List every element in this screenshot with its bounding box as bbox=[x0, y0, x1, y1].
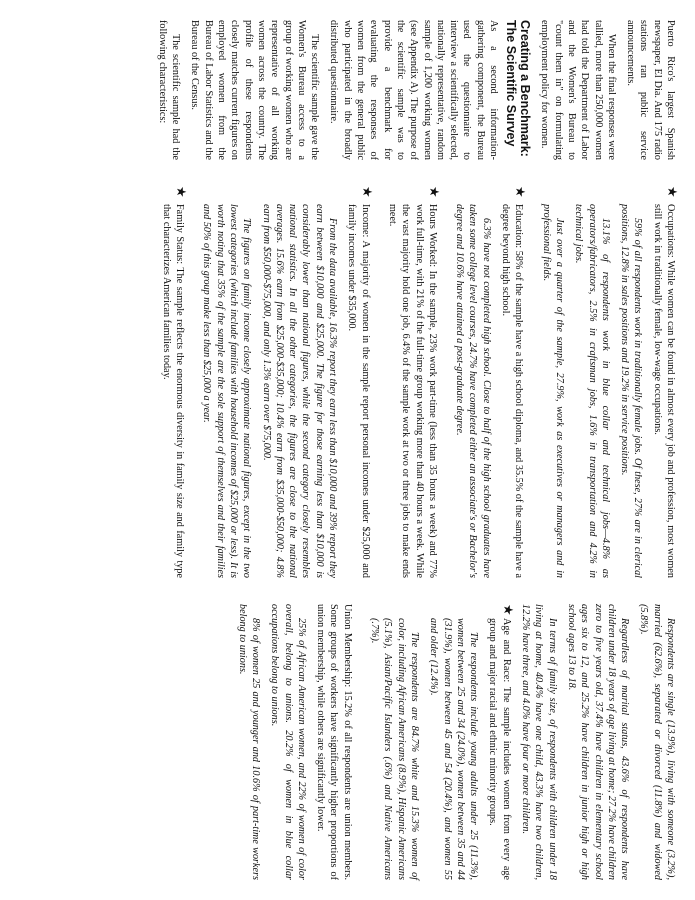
list-item-age-and-race bbox=[368, 604, 513, 880]
detail-paragraph: Respondents are single (13.9%), living with someone (3.2%), married (62.6%), separated or divorced (11.8%) and widowed (5.8%). bbox=[638, 604, 676, 880]
detail-paragraph: Just over a quarter of the sample, 27.9%, work as executives or managers and in professional fields. bbox=[540, 204, 565, 578]
detail-paragraph: 25% of African American women, and 22% of women of color overall, belong to unions. 20.2% of women in blue collar occupations belong to unions. bbox=[269, 604, 307, 880]
star-bullet-icon: ★ bbox=[664, 186, 679, 198]
paragraph: Union Membership: 15.2% of all respondents are union members. Some groups of workers have significantly higher proportions of union membership, while others are significantly lower. bbox=[315, 604, 353, 880]
detail-paragraph: The respondents include young adults under 25 (11.3%), women between 25 and 34 (24.0%), women between 35 and 44 (31.9%), women between 45 and 54 (20.4%), and women 55 and older (12.4%). bbox=[428, 618, 480, 880]
detail-paragraph: Regardless of marital status, 43.6% of respondents have children under 18 years of age living at home; 27.2% have children zero to five years old, 37.4% have children in elementary school ages six to 12, and 25.2% have children in junior high or high school ages 13 to 18. bbox=[565, 604, 631, 880]
detail-paragraph: The figures on family income closely approximate national figures, except in the two lowest categories (which include families with household incomes of $25,000 or less). It is worth noting that 35% of the sample are the sole support of themselves and their families and 50% of this group make less than $25,000 a year. bbox=[201, 204, 253, 578]
paragraph: Puerto Rico's largest Spanish newspaper, El Dia. And 175 radio stations ran public service announcements. bbox=[625, 20, 676, 160]
item-label: Family Status: bbox=[174, 204, 186, 265]
section-heading: Creating a Benchmark: The Scientific Survey bbox=[504, 20, 533, 157]
detail-paragraph: From the data available, 16.3% report they earn less than $10,000 and 39% report they earn between $10,000 and $25,000. The figure for those earning less than $10,000 is considerably lower than national figures, while the second category closely resembles national statistics. In all the other categories, the figures are close to the national averages. 15.6% earn from $25,000-$35,000; 10.4% earn from $35,000-$50,000; 4.8% earn from $50,000-$75,000, and only 1.3% earn over $75,000. bbox=[260, 204, 339, 578]
item-label: Occupations: bbox=[665, 204, 676, 258]
item-text: The sample includes women from every age group and major racial and ethnic minority groups. bbox=[487, 618, 512, 881]
list-item-family-status bbox=[160, 186, 187, 578]
column-middle bbox=[146, 186, 678, 578]
item-label: Income: bbox=[359, 204, 371, 238]
paragraph: The scientific sample gave the Women's Bureau access to a group of working women who are representative of all working women across the country. The profile of these respondents closely matches current figures on employed women from the Bureau of Labor Statistics and the Bureau of the Census. bbox=[189, 20, 321, 160]
column-right bbox=[229, 604, 677, 880]
item-text: The sample reflects the enormous diversity in family size and family type that characterizes American families today. bbox=[160, 204, 186, 578]
item-text: 58% of the sample have a high school diploma, and 35.5% of the sample have a degree beyond high school. bbox=[500, 204, 525, 578]
paragraph: As a second information-gathering component, the Bureau used the questionnaire to interview a scientifically selected, nationally representative, random sample of 1,200 working women (see Appendix A). The purpose of the scientific sample was to provide a benchmark for evaluating the responses of women from the general public who participated in the broadly distributed questionnaire. bbox=[328, 20, 500, 160]
list-item-income bbox=[200, 186, 372, 578]
star-bullet-icon: ★ bbox=[358, 186, 374, 198]
item-text: A majority of women in the sample report personal incomes under $25,000 and family incomes under $35,000. bbox=[346, 204, 371, 578]
star-bullet-icon: ★ bbox=[512, 186, 528, 198]
list-item-occupations bbox=[539, 186, 677, 578]
item-text: While women can be found in almost every job and profession, most women still work in traditionally female, low-wage occupations. bbox=[651, 204, 676, 578]
star-bullet-icon: ★ bbox=[173, 186, 189, 198]
detail-paragraph: 8% of women 25 and younger and 10.6% of part-time workers belong to unions. bbox=[236, 604, 261, 880]
item-label: Age and Race: bbox=[500, 618, 512, 683]
list-item-hours-worked bbox=[386, 186, 439, 578]
detail-paragraph: The respondents are 84.7% white and 15.3% women of color, including African Americans (8.9%), Hispanic Americans (5.1%), Asian/Pacific Islanders (.6%) and Native Americans (.7%). bbox=[369, 618, 420, 880]
detail-paragraph: In terms of family size, of respondents with children under 18 living at home, 40.4% have one child, 43.3% have two children, 12.2% have three, and 4.0% have four or more children. bbox=[520, 604, 558, 880]
list-item-education bbox=[453, 186, 528, 578]
detail-paragraph: 13.1% of respondents work in blue collar and technical jobs—4.8% as operators/fabricators, 2.5% in craftsman jobs, 1.6% in transportation and 4.2% in technical jobs. bbox=[573, 204, 611, 578]
item-text: In the sample, 23% work part-time (less than 35 hours a week) and 77% work full-time, with 21% of the full-time group working more than 40 hours a week. While the vast majority hold one job, 6.4% of the sample work at two or three jobs to make ends meet. bbox=[386, 204, 438, 578]
paragraph: When the final responses were tallied, more than 250,000 women had told the Department of Labor and the Women's Bureau to "count them in" on formulating employment policy for women. bbox=[539, 20, 617, 160]
paragraph: The scientific sample had the following characteristics: bbox=[156, 20, 182, 160]
detail-paragraph: 59% of all respondents work in traditionally female jobs. Of these, 27% are in clerical positions, 12.8% in sales positions and 19.2% in service positions. bbox=[619, 204, 644, 578]
item-label: Hours Worked: bbox=[426, 204, 438, 268]
item-label: Education: bbox=[513, 204, 525, 249]
detail-paragraph: 6.3% have not completed high school. Close to half of the high school graduates have taken some college level courses, 24.7% have completed either an associate's or Bachelor's degree and 10.6% have attained a post-graduate degree. bbox=[454, 204, 492, 578]
star-bullet-icon: ★ bbox=[425, 186, 441, 198]
star-bullet-icon: ★ bbox=[499, 604, 515, 616]
column-left bbox=[150, 20, 677, 160]
